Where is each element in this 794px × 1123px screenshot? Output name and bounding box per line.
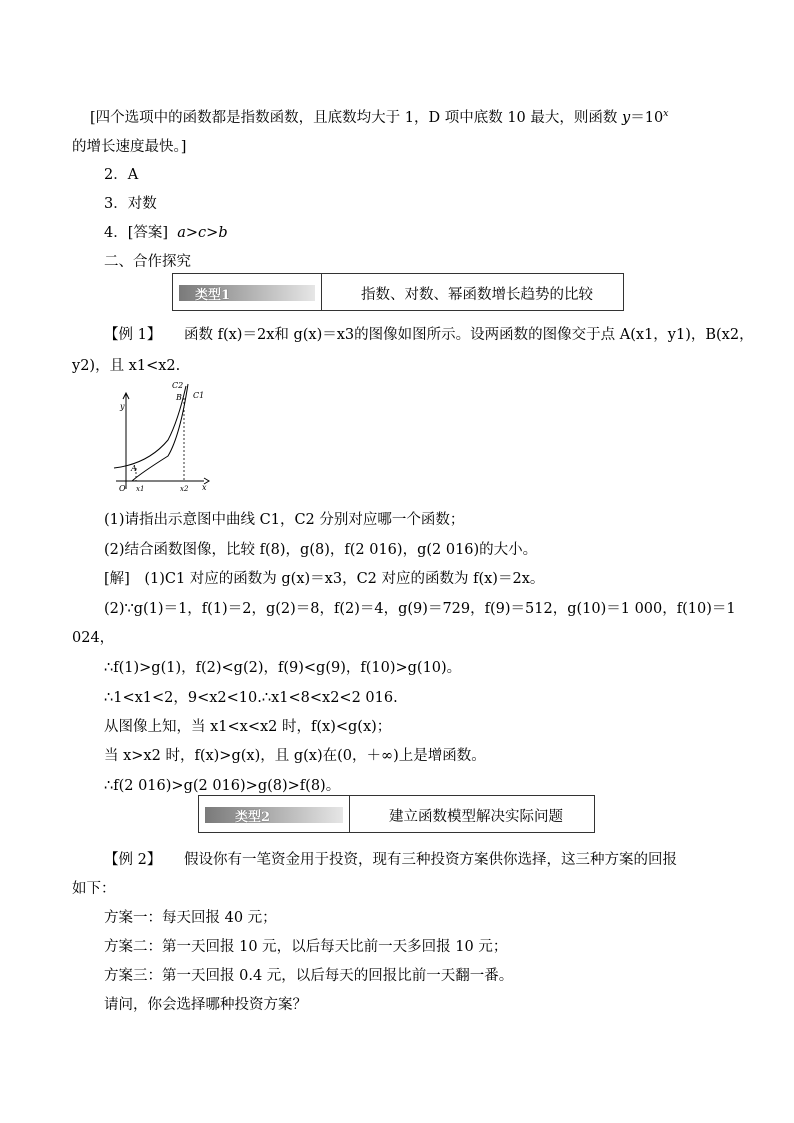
- line1-eq: ＝10: [630, 110, 664, 126]
- line1-exponent: x: [663, 108, 669, 119]
- example-2-label: 【例 2】: [104, 852, 162, 868]
- graph-x2-label: x2: [180, 485, 189, 493]
- answer-3: 3．对数: [104, 196, 157, 212]
- graph-point-a-label: A: [131, 464, 137, 473]
- solution-line-h: ∴f(2 016)>g(2 016)>g(8)>f(8)。: [104, 778, 341, 794]
- solution-line-d: ∴f(1)>g(1)，f(2)<g(2)，f(9)<g(9)，f(10)>g(10)。: [104, 660, 462, 676]
- line1-main: [四个选项中的函数都是指数函数，且底数均大于 1，D 项中底数 10 最大，则函数: [90, 110, 623, 126]
- example-2-line-2: 如下：: [72, 881, 116, 897]
- solution-line-g: 当 x>x2 时，f(x)>g(x)，且 g(x)在(0，＋∞)上是增函数。: [104, 748, 486, 764]
- example-1-line-2: y2)，且 x1<x2.: [72, 358, 181, 374]
- graph-c1-label: C1: [193, 391, 205, 400]
- plan-1: 方案一：每天回报 40 元；: [104, 910, 277, 926]
- example-1-label: 【例 1】: [104, 327, 162, 343]
- type-2-tag-bar: [205, 807, 343, 823]
- type-2-banner: [198, 795, 595, 833]
- type-2-title: 建立函数模型解决实际问题: [389, 809, 563, 825]
- plan-2: 方案二：第一天回报 10 元，以后每天比前一天多回报 10 元；: [104, 939, 508, 955]
- solution-line-a: [解] (1)C1 对应的函数为 g(x)＝x3，C2 对应的函数为 f(x)＝2x。: [104, 571, 545, 587]
- answer-4-prefix: 4．[答案]: [104, 225, 169, 241]
- type-1-banner: [172, 273, 624, 311]
- graph-x1-label: x1: [136, 485, 145, 493]
- example-2-line-1: 假设你有一笔资金用于投资，现有三种投资方案供你选择，这三种方案的回报: [184, 852, 677, 868]
- function-graph-figure: [108, 376, 218, 494]
- example-1-line-1: 函数 f(x)＝2x和 g(x)＝x3的图像如图所示。设两函数的图像交于点 A(x1，y1)，B(x2，: [184, 327, 754, 343]
- question-2: (2)结合函数图像，比较 f(8)，g(8)，f(2 016)，g(2 016)的大小。: [104, 542, 538, 558]
- type-1-title: 指数、对数、幂函数增长趋势的比较: [361, 287, 593, 303]
- graph-origin-label: O: [119, 484, 126, 493]
- section-heading: 二、合作探究: [104, 254, 191, 270]
- line1-var-y: y: [622, 110, 631, 126]
- solution-line-c: 024，: [72, 630, 115, 646]
- answer-4-value: a>c>b: [177, 225, 228, 241]
- paragraph-line-2: 的增长速度最快。]: [72, 139, 187, 155]
- graph-y-label: y: [120, 402, 125, 411]
- question-1: (1)请指出示意图中曲线 C1，C2 分别对应哪一个函数；: [104, 512, 465, 528]
- type-2-tag: 类型2: [235, 810, 271, 825]
- graph-x-label: x: [202, 483, 207, 492]
- type-1-tag: 类型1: [195, 288, 231, 303]
- plan-3: 方案三：第一天回报 0.4 元，以后每天的回报比前一天翻一番。: [104, 968, 514, 984]
- graph-c2-label: C2: [172, 381, 184, 390]
- solution-line-b: (2)∵g(1)＝1，f(1)＝2，g(2)＝8，f(2)＝4，g(9)＝729，f(9)＝512，g(10)＝1 000，f(10)＝1: [104, 601, 736, 617]
- answer-4: [104, 223, 228, 243]
- answer-2: 2．A: [104, 167, 139, 183]
- solution-line-f: 从图像上知，当 x1<x<x2 时，f(x)<g(x)；: [104, 719, 392, 735]
- paragraph-line-1: [90, 104, 669, 128]
- graph-point-b-label: B: [176, 393, 182, 402]
- question-text: 请问，你会选择哪种投资方案？: [104, 997, 307, 1013]
- solution-line-e: ∴1<x1<2，9<x2<10.∴x1<8<x2<2 016.: [104, 690, 398, 706]
